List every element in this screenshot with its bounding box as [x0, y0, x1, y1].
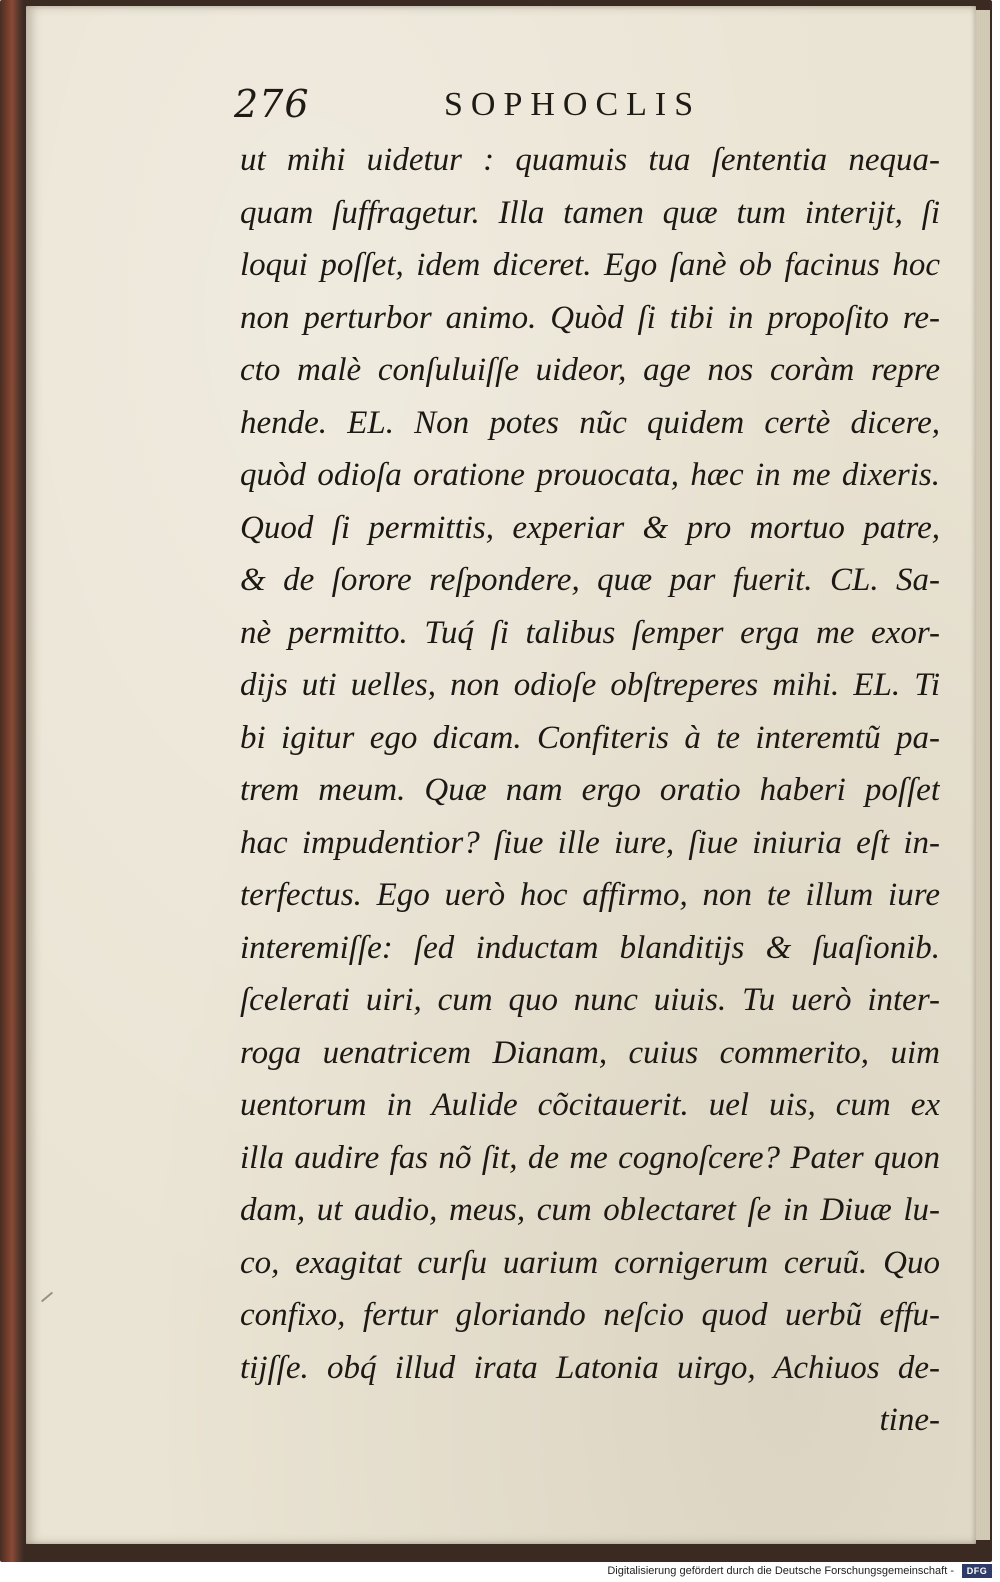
text-line: confixo, fertur gloriando neſcio quod uerbũ effu-	[240, 1297, 940, 1333]
page-number: 276	[234, 82, 310, 126]
funding-credit: Digitalisierung gefördert durch die Deutsche Forschungsgemeinschaft -	[607, 1565, 954, 1577]
text-line: dam, ut audio, meus, cum oblectaret ſe in Diuæ lu-	[240, 1192, 940, 1228]
text-line: bi igitur ego dicam. Confiteris à te interemtũ pa-	[240, 719, 940, 756]
text-line: co, exagitat curſu uarium cornigerum ceruũ. Quo	[240, 1244, 940, 1281]
text-line: cto malè conſuluiſſe uideor, age nos coràm repre	[240, 352, 940, 388]
text-line: interemiſſe: ſed inductam blanditijs & ſuaſionib.	[240, 929, 940, 966]
text-line: loqui poſſet, idem diceret. Ego ſanè ob facinus hoc	[240, 247, 940, 283]
text-line: trem meum. Quæ nam ergo oratio haberi poſſet	[240, 772, 940, 808]
text-line: quam ſuffragetur. Illa tamen quæ tum interijt, ſi	[240, 194, 940, 231]
text-line: hac impudentior? ſiue ille iure, ſiue iniuria eſt in-	[240, 824, 940, 861]
text-line: roga uenatricem Dianam, cuius commerito, uim	[240, 1034, 940, 1071]
text-line: illa audire fas nõ ſit, de me cognoſcere? Pater quon	[240, 1139, 940, 1176]
text-line: nè permitto. Tuq́ ſi talibus ſemper erga me exor-	[240, 614, 940, 651]
text-line: Quod ſi permittis, experiar & pro mortuo patre,	[240, 509, 940, 546]
page-edge	[976, 10, 990, 1540]
text-line: ut mihi uidetur : quamuis tua ſententia nequa-	[240, 142, 940, 178]
text-line: ſcelerati uiri, cum quo nunc uiuis. Tu uerò inter-	[240, 982, 940, 1018]
text-line: & de ſorore reſpondere, quæ par fuerit. CL. Sa-	[240, 562, 940, 598]
text-line: uentorum in Aulide cõcitauerit. uel uis, cum ex	[240, 1087, 940, 1123]
running-head	[234, 82, 954, 130]
catchword: tine-	[879, 1402, 940, 1438]
dfg-logo: DFG	[962, 1564, 992, 1578]
running-title: SOPHOCLIS	[444, 86, 702, 123]
text-block	[240, 134, 940, 1447]
text-line: quòd odioſa oratione prouocata, hæc in me dixeris.	[240, 457, 940, 493]
text-line: dijs uti uelles, non odioſe obſtreperes mihi. EL. Ti	[240, 667, 940, 703]
text-line: tijſſe. obq́ illud irata Latonia uirgo, Achiuos de-	[240, 1349, 940, 1386]
text-line: hende. EL. Non potes nũc quidem certè dicere,	[240, 404, 940, 441]
text-line: terfectus. Ego uerò hoc affirmo, non te illum iure	[240, 877, 940, 913]
text-line: non perturbor animo. Quòd ſi tibi in propoſito re-	[240, 299, 940, 336]
